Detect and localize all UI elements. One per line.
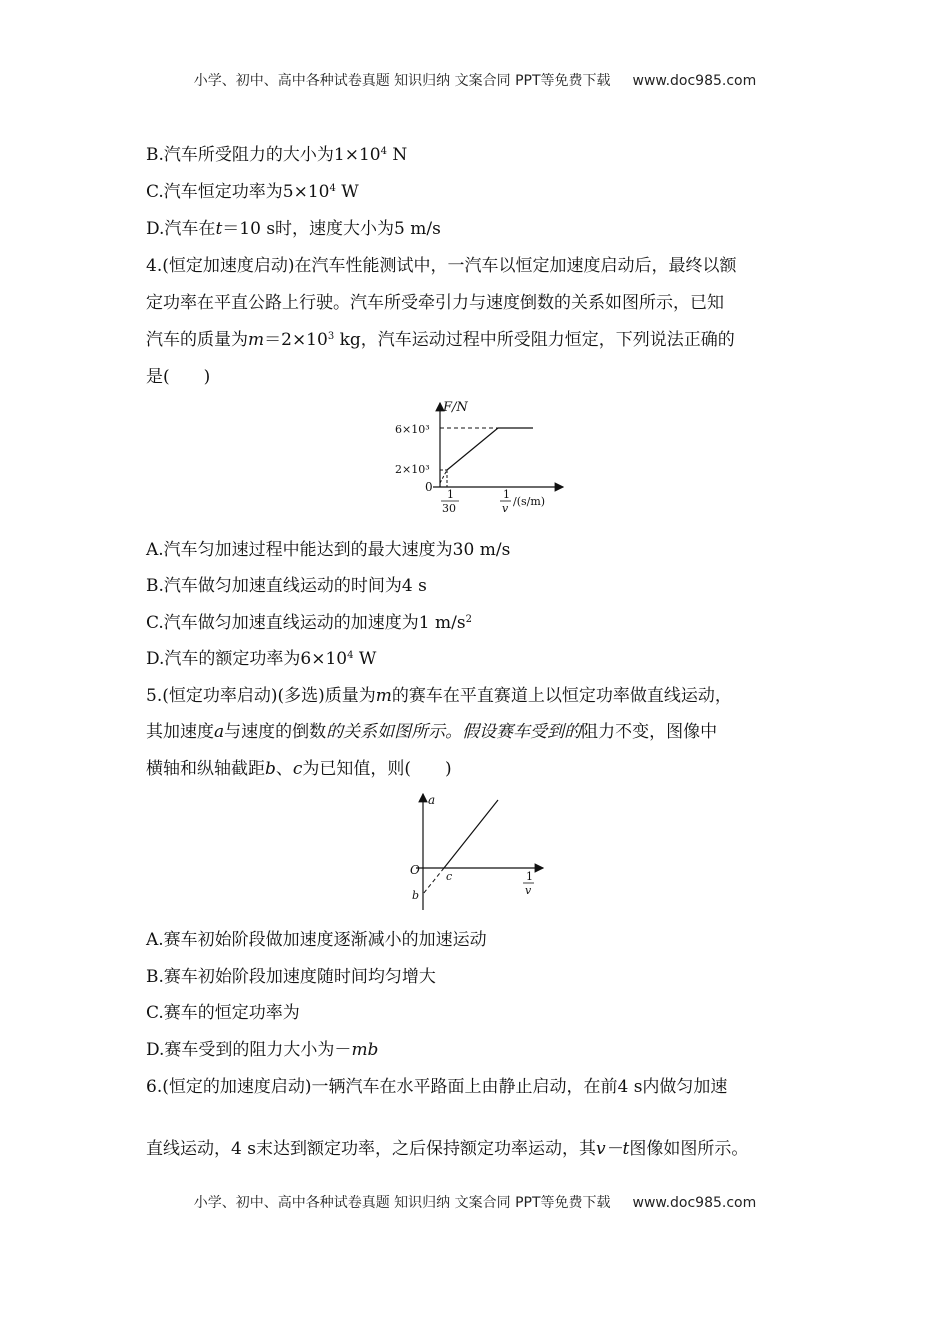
- header-url: www.doc985.com: [632, 73, 757, 89]
- q4-stem-line4: 是( ): [146, 367, 211, 387]
- page-footer: [0, 1192, 950, 1212]
- q4-option-d: D.汽车的额定功率为$6\times 10^4$ W: [146, 649, 377, 669]
- q5-stem-line1: 5.(恒定功率启动)(多选)质量为m的赛车在平直赛道上以恒定功率做直线运动，: [146, 686, 732, 706]
- q5-solid-line: [444, 800, 498, 868]
- q3-option-c: C.汽车恒定功率为$5\times 10^4$ W: [146, 182, 359, 202]
- q4-x-axis-num: 1: [503, 488, 510, 501]
- q5-x-den: v: [525, 884, 532, 897]
- q4-y-axis-label: F/N: [443, 400, 468, 415]
- q4-dash-origin: [440, 470, 447, 483]
- q4-y-tick-low: 2×10³: [395, 463, 430, 476]
- q4-origin: 0: [425, 480, 433, 494]
- q5-stem-line3: 横轴和纵轴截距b、c为已知值，则( ): [146, 759, 452, 779]
- q4-rising-line: [447, 428, 498, 470]
- q4-option-b: B.汽车做匀加速直线运动的时间为4 s: [146, 576, 427, 596]
- q6-stem-line2: 直线运动，4 s末达到额定功率，之后保持额定功率运动，其v－t图像如图所示。: [146, 1139, 749, 1159]
- q5-topic-tag: 恒定功率启动: [168, 686, 271, 706]
- q5-option-a: A.赛车初始阶段做加速度逐渐减小的加速运动: [146, 930, 487, 950]
- footer-url: www.doc985.com: [632, 1195, 757, 1211]
- q4-topic-tag: 恒定加速度启动: [168, 256, 288, 276]
- q5-origin: O: [410, 863, 420, 877]
- q4-y-tick-high: 6×10³: [395, 423, 430, 436]
- q3-option-b: B.汽车所受阻力的大小为$1\times 10^4$ N: [146, 145, 408, 165]
- q5-c-label: c: [446, 870, 453, 883]
- q4-x-axis-unit: /(s/m): [513, 495, 546, 508]
- q4-x-tick-num: 1: [447, 488, 454, 501]
- q5-stem-line2: 其加速度a与速度的倒数的关系如图所示。假设赛车受到的阻力不变，图像中: [146, 722, 718, 742]
- q5-x-num: 1: [526, 870, 533, 883]
- q3-option-d: D.汽车在t＝10 s时，速度大小为5 m/s: [146, 219, 441, 239]
- q4-option-c: C.汽车做匀加速直线运动的加速度为1 $m/s^2$: [146, 613, 472, 633]
- q4-x-axis-den: v: [502, 502, 509, 515]
- q5-dashed-extension: [423, 868, 444, 894]
- q5-y-axis-label: a: [428, 793, 436, 807]
- q4-stem-line2: 定功率在平直公路上行驶。汽车所受牵引力与速度倒数的关系如图所示，已知: [146, 293, 724, 313]
- q5-option-d: D.赛车受到的阻力大小为－mb: [146, 1040, 379, 1060]
- q4-force-graph: [385, 395, 575, 520]
- q5-option-c: C.赛车的恒定功率为: [146, 1003, 300, 1023]
- footer-text: 小学、初中、高中各种试卷真题 知识归纳 文案合同 PPT等免费下载: [193, 1195, 611, 1211]
- q6-topic-tag: 恒定的加速度启动: [168, 1077, 305, 1097]
- q4-stem-line1: 4.(恒定加速度启动)在汽车性能测试中，一汽车以恒定加速度启动后，最终以额: [146, 256, 737, 276]
- q5-acceleration-graph: [388, 790, 558, 915]
- q4-stem-line3: 汽车的质量为$m=2\times 10^3$ kg，汽车运动过程中所受阻力恒定，下列说法正确的: [146, 330, 735, 350]
- q4-option-a: A.汽车匀加速过程中能达到的最大速度为30 m/s: [146, 540, 511, 560]
- header-text: 小学、初中、高中各种试卷真题 知识归纳 文案合同 PPT等免费下载: [193, 73, 611, 89]
- page-header: [0, 70, 950, 90]
- q4-x-tick-den: 30: [442, 502, 456, 515]
- q5-option-b: B.赛车初始阶段加速度随时间均匀增大: [146, 967, 436, 987]
- q6-stem-line1: 6.(恒定的加速度启动)一辆汽车在水平路面上由静止启动，在前4 s内做匀加速: [146, 1077, 728, 1097]
- q5-b-label: b: [412, 889, 420, 902]
